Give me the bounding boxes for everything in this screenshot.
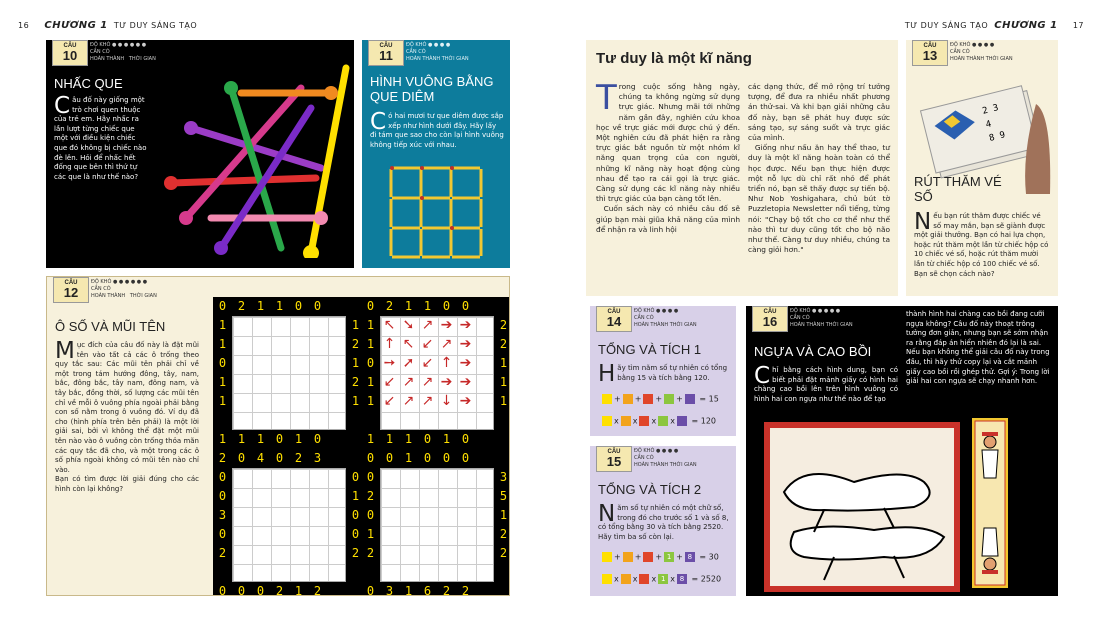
border-number: 1	[351, 489, 360, 503]
border-number: 1	[442, 432, 451, 446]
border-number: 0	[275, 432, 284, 446]
number-grid-4	[361, 449, 510, 596]
puzzle-text: Hãy tìm năm số tự nhiên có tổng bằng 15 và tích bằng 120.	[598, 361, 728, 387]
border-number: 1	[366, 527, 375, 541]
puzzle-14-card	[590, 306, 736, 436]
border-number: 0	[218, 527, 227, 541]
svg-text:4: 4	[984, 119, 993, 131]
arrow-mark: ↗	[402, 393, 415, 409]
arrow-mark: ↗	[421, 393, 434, 409]
product-equation: x x x 1 x 8 = 2520	[600, 574, 721, 584]
puzzle-text: Nếu bạn rút thăm được chiếc vé số may mắn, bạn sẽ giành được một giải thưởng. Bạn có hai lựa chọn, hoặc rút thăm một lần từ chiếc hộp có 10 chiếc vé số, hoặc rút thăm mười lần từ chiếc hộp có 100 chiếc vé số. Bạn sẽ chọn cách nào?	[914, 209, 1049, 278]
border-number: 0	[218, 489, 227, 503]
border-number: 2	[275, 584, 284, 596]
border-number: 2	[294, 451, 303, 465]
border-number: 3	[313, 451, 322, 465]
puzzle-12-card	[46, 276, 510, 596]
puzzle-tag: CÂU 15	[596, 446, 632, 472]
arrow-mark: ➔	[440, 374, 453, 390]
border-number: 2	[313, 584, 322, 596]
border-number: 1	[218, 432, 227, 446]
border-number: 0	[218, 356, 227, 370]
border-number: 0	[313, 299, 322, 313]
border-number: 6	[423, 584, 432, 596]
arrow-mark: ➘	[402, 317, 415, 333]
arrow-mark: ↖	[383, 317, 396, 333]
border-number: 2	[499, 318, 508, 332]
arrow-mark: ↙	[383, 374, 396, 390]
puzzle-text: Có hai mươi tư que diêm được sắp xếp như hình dưới đây. Hãy lấy đi tám que sao cho còn lại hình vuông không tiếp xúc với nhau.	[370, 109, 504, 149]
border-number: 1	[237, 432, 246, 446]
border-number: 0	[461, 299, 470, 313]
border-number: 1	[218, 394, 227, 408]
puzzle-text-continued: thành hình hai chàng cao bồi đang cưỡi ngựa không? Câu đố này thoạt trông tưởng đơn giản, nhưng bạn sẽ sớm nhận ra rằng đáp án hiển nhiên đó lại là sai. Nếu bạn không thể giải câu đố này trong đầu, thì hãy thử copy lại và cắt mảnh giấy cao bồi rồi ghép thử. Gợi ý: Trong lời giải hai con ngựa sẽ chạy nhanh hơn.	[906, 310, 1050, 386]
border-number: 5	[499, 489, 508, 503]
border-number: 1	[218, 318, 227, 332]
intro-title: Tư duy là một kĩ năng	[596, 50, 752, 67]
border-number: 1	[366, 394, 375, 408]
puzzle-meta: ĐỘ KHÓ ● ● ● ● CẦN CÓ HOÀN THÀNH THỜI GIAN	[634, 308, 697, 328]
border-number: 1	[218, 375, 227, 389]
puzzle-title: HÌNH VUÔNG BẰNG QUE DIÊM	[370, 74, 494, 104]
arrow-mark: ➔	[440, 317, 453, 333]
puzzle-11-card	[362, 40, 510, 268]
border-number: 1	[423, 299, 432, 313]
border-number: 0	[237, 451, 246, 465]
chapter-label: CHƯƠNG 1	[44, 20, 108, 31]
page-number: 17	[1072, 21, 1084, 30]
border-number: 0	[218, 299, 227, 313]
arrow-mark: ➚	[402, 355, 415, 371]
number-grid-1	[213, 297, 365, 449]
border-number: 2	[499, 527, 508, 541]
border-number: 2	[461, 584, 470, 596]
arrow-mark: ↑	[440, 355, 453, 371]
puzzle-meta: ĐỘ KHÓ ● ● ● ● CẦN CÓ HOÀN THÀNH THỜI GIAN	[406, 42, 469, 62]
puzzle-13-card	[906, 40, 1058, 296]
border-number: 0	[275, 451, 284, 465]
svg-text:2 3: 2 3	[981, 103, 1000, 117]
arrow-mark: ↓	[440, 393, 453, 409]
border-number: 0	[366, 451, 375, 465]
puzzle-title: TỔNG VÀ TÍCH 1	[598, 342, 702, 357]
border-number: 2	[366, 489, 375, 503]
puzzle-title: RÚT THĂM VÉ SỐ	[914, 174, 1002, 204]
border-number: 0	[423, 451, 432, 465]
border-number: 0	[366, 508, 375, 522]
puzzle-tag: CÂU 11	[368, 40, 404, 66]
border-number: 0	[218, 470, 227, 484]
border-number: 3	[499, 470, 508, 484]
chapter-label: CHƯƠNG 1	[994, 20, 1058, 31]
border-number: 2	[385, 299, 394, 313]
puzzle-meta: ĐỘ KHÓ ● ● ● ● ● CẦN CÓ HOÀN THÀNH THỜI GIAN	[790, 308, 853, 328]
border-number: 2	[218, 546, 227, 560]
border-number: 1	[218, 337, 227, 351]
stick-red	[171, 178, 316, 183]
puzzle-tag: CÂU 14	[596, 306, 632, 332]
puzzle-text: Chỉ bằng cách hình dung, bạn có biết phải đặt mảnh giấy có hình hai chàng cao bồi lên trên hình vuông có hình hai con ngựa như thế nào để tạo	[754, 363, 898, 403]
arrow-mark: ↗	[402, 374, 415, 390]
border-number: 1	[366, 375, 375, 389]
border-number: 1	[351, 318, 360, 332]
border-number: 0	[366, 299, 375, 313]
border-number: 2	[351, 375, 360, 389]
puzzle-text: Câu đố này giống một trò chơi quen thuộc của trẻ em. Hãy nhấc ra lần lượt từng chiếc que một với điều kiện chiếc que đó không bị chiếc nào đè lên. Hỏi để nhấc hết đống que bên thì thứ tự các que là như thế nào?	[54, 93, 147, 181]
border-number: 1	[499, 394, 508, 408]
border-number: 1	[294, 584, 303, 596]
puzzle-tag: CÂU 13	[912, 40, 948, 66]
border-number: 1	[499, 356, 508, 370]
intro-column-2: các dạng thức, để mở rộng trí tưởng tượng, để đưa ra nhiều nhất phương án thử-sai. Và khi bạn giải những câu đố này, bạn sẽ phát huy được sức sáng tạo, sự sáng suốt và trực giác của mình. Giống như nấu ăn hay thể thao, tư duy là một kĩ năng hoàn toàn có thể học được. Nếu bạn thực hiện được một nỗ lực dù chỉ rất nhỏ để phát triển nó, bạn sẽ thấy được sự tiến bộ. Như Nob Yoshigahara, chủ bút tờ Puzzletopia Newsletter nổi tiếng, từng nói: "Chạy bộ tốt cho cơ thể như thế nào thì tư duy cũng tốt cho bộ não như thế. Càng tư duy nhiều, chúng ta càng giỏi hơn."	[748, 82, 890, 255]
border-number: 2	[351, 546, 360, 560]
border-number: 2	[499, 546, 508, 560]
border-number: 0	[351, 470, 360, 484]
border-number: 2	[237, 299, 246, 313]
puzzle-title: TỔNG VÀ TÍCH 2	[598, 482, 702, 497]
arrow-mark: ➔	[459, 336, 472, 352]
puzzle-10-card	[46, 40, 354, 268]
border-number: 2	[442, 584, 451, 596]
border-number: 1	[404, 432, 413, 446]
cowboys-strip-image	[972, 418, 1008, 588]
border-number: 0	[461, 432, 470, 446]
chapter-title: TƯ DUY SÁNG TẠO	[904, 21, 989, 30]
arrow-mark: ➔	[459, 374, 472, 390]
arrow-mark: ➔	[459, 317, 472, 333]
puzzle-title: Ô SỐ VÀ MŨI TÊN	[55, 319, 166, 334]
puzzle-meta: ĐỘ KHÓ ● ● ● ● CẦN CÓ HOÀN THÀNH THỜI GIAN	[950, 42, 1013, 62]
chapter-title: TƯ DUY SÁNG TẠO	[113, 21, 198, 30]
empty-cells[interactable]	[232, 468, 346, 582]
puzzle-meta: ĐỘ KHÓ ● ● ● ● ● ● CẦN CÓ HOÀN THÀNH THỜI GIAN	[91, 279, 157, 299]
border-number: 1	[351, 394, 360, 408]
border-number: 2	[351, 337, 360, 351]
border-number: 1	[256, 432, 265, 446]
empty-cells[interactable]	[380, 468, 494, 582]
product-equation: x x x x = 120	[600, 416, 716, 426]
border-number: 0	[423, 432, 432, 446]
border-number: 2	[218, 451, 227, 465]
puzzle-tag: CÂU 16	[752, 306, 788, 332]
arrow-mark: ➔	[459, 355, 472, 371]
border-number: 0	[366, 356, 375, 370]
border-number: 1	[275, 299, 284, 313]
puzzle-text: Mục đích của câu đố này là đặt mũi tên vào tất cả các ô trống theo quy tắc sau: Các mũi tên phải chỉ về một trong tám hướng đông, tây, nam, bắc, đông bắc, tây nam, đông nam, và tây bắc, đồng thời, số lượng các mũi tên chỉ về mỗi ô vuông phía ngoài phải bằng con số nằm trong ô vuông đó. Ví dụ đã cho (hình phía trên bên phải) là một lời giải sai, bởi vì không thể đặt một mũi tên nào vào ô vuông còn trống thỏa mãn các quy tắc đã cho, và một trong các ô số phía ngoài không có mũi tên nào chỉ vào. Bạn có tìm được lời giải đúng cho các hình còn lại không?	[55, 338, 199, 493]
border-number: 0	[351, 527, 360, 541]
border-number: 0	[218, 584, 227, 596]
arrow-mark: ↗	[421, 317, 434, 333]
border-number: 0	[442, 299, 451, 313]
matchstick-grid	[388, 164, 484, 260]
border-number: 0	[351, 508, 360, 522]
border-number: 0	[313, 432, 322, 446]
puzzle-meta: ĐỘ KHÓ ● ● ● ● ● ● CẦN CÓ HOÀN THÀNH THỜI GIAN	[90, 42, 156, 62]
border-number: 1	[366, 337, 375, 351]
puzzle-tag: CÂU 10	[52, 40, 88, 66]
border-number: 0	[442, 451, 451, 465]
right-page	[550, 0, 1100, 636]
empty-cells[interactable]	[232, 316, 346, 430]
puzzle-tag: CÂU 12	[53, 277, 89, 303]
border-number: 2	[499, 337, 508, 351]
border-number: 0	[366, 470, 375, 484]
border-number: 1	[351, 356, 360, 370]
intro-card	[586, 40, 898, 296]
border-number: 1	[404, 584, 413, 596]
sum-equation: + + + + = 15	[600, 394, 719, 404]
border-number: 1	[404, 451, 413, 465]
arrow-mark: ↗	[440, 336, 453, 352]
puzzle-15-card	[590, 446, 736, 596]
page-number: 16	[18, 21, 30, 30]
arrow-mark: ↙	[383, 393, 396, 409]
arrow-mark: ↖	[402, 336, 415, 352]
number-grid-3	[213, 449, 365, 596]
border-number: 3	[218, 508, 227, 522]
svg-text:8 9: 8 9	[988, 130, 1007, 144]
border-number: 0	[366, 584, 375, 596]
border-number: 1	[366, 318, 375, 332]
puzzle-text: Năm số tự nhiên có một chữ số, trong đó cho trước số 1 và số 8, có tổng bằng 30 và tích bằng 2520. Hãy tìm ba số còn lại.	[598, 501, 729, 541]
puzzle-16-card	[746, 306, 1058, 596]
border-number: 1	[404, 299, 413, 313]
puzzle-title: NHẤC QUE	[54, 76, 123, 91]
border-number: 3	[385, 584, 394, 596]
arrow-mark: ↙	[421, 336, 434, 352]
border-number: 1	[385, 432, 394, 446]
border-number: 1	[499, 375, 508, 389]
sum-equation: + + + 1 + 8 = 30	[600, 552, 719, 562]
horses-image	[764, 422, 960, 592]
border-number: 1	[256, 299, 265, 313]
border-number: 0	[237, 584, 246, 596]
puzzle-meta: ĐỘ KHÓ ● ● ● ● CẦN CÓ HOÀN THÀNH THỜI GIAN	[634, 448, 697, 468]
border-number: 1	[499, 508, 508, 522]
arrow-mark: ➔	[459, 393, 472, 409]
border-number: 0	[385, 451, 394, 465]
border-number: 4	[256, 451, 265, 465]
border-number: 0	[461, 451, 470, 465]
right-header	[905, 20, 1084, 31]
sticks-illustration	[131, 48, 351, 258]
arrow-mark: ➙	[383, 355, 396, 371]
left-header	[18, 20, 197, 31]
intro-column-1: Trong cuộc sống hằng ngày, chúng ta không ngừng sử dụng trực giác. Nhưng mãi tới những năm gần đây, nghiên cứu khoa học về trực giác mới được chú ý đến. Một nghiên cứu đã phát hiện ra rằng trực giác bắt nguồn từ một nhóm kĩ năng quan trọng của con người, những kĩ năng này hoạt động cùng nhau để tạo ra cái gọi là trực giác. Càng sử dụng các kĩ năng này nhiều thì trực giác của bạn càng tốt lên. Cuốn sách này có nhiều câu đố sẽ giúp bạn mài giũa khả năng của mình để nhận ra và linh hội	[596, 78, 740, 234]
border-number: 1	[366, 432, 375, 446]
number-grid-2	[361, 297, 510, 449]
border-number: 0	[294, 299, 303, 313]
arrow-mark: ↗	[421, 374, 434, 390]
arrow-mark: ↑	[383, 336, 396, 352]
border-number: 0	[256, 584, 265, 596]
arrow-mark: ↙	[421, 355, 434, 371]
puzzle-title: NGỰA VÀ CAO BỒI	[754, 344, 872, 359]
border-number: 2	[366, 546, 375, 560]
border-number: 1	[294, 432, 303, 446]
